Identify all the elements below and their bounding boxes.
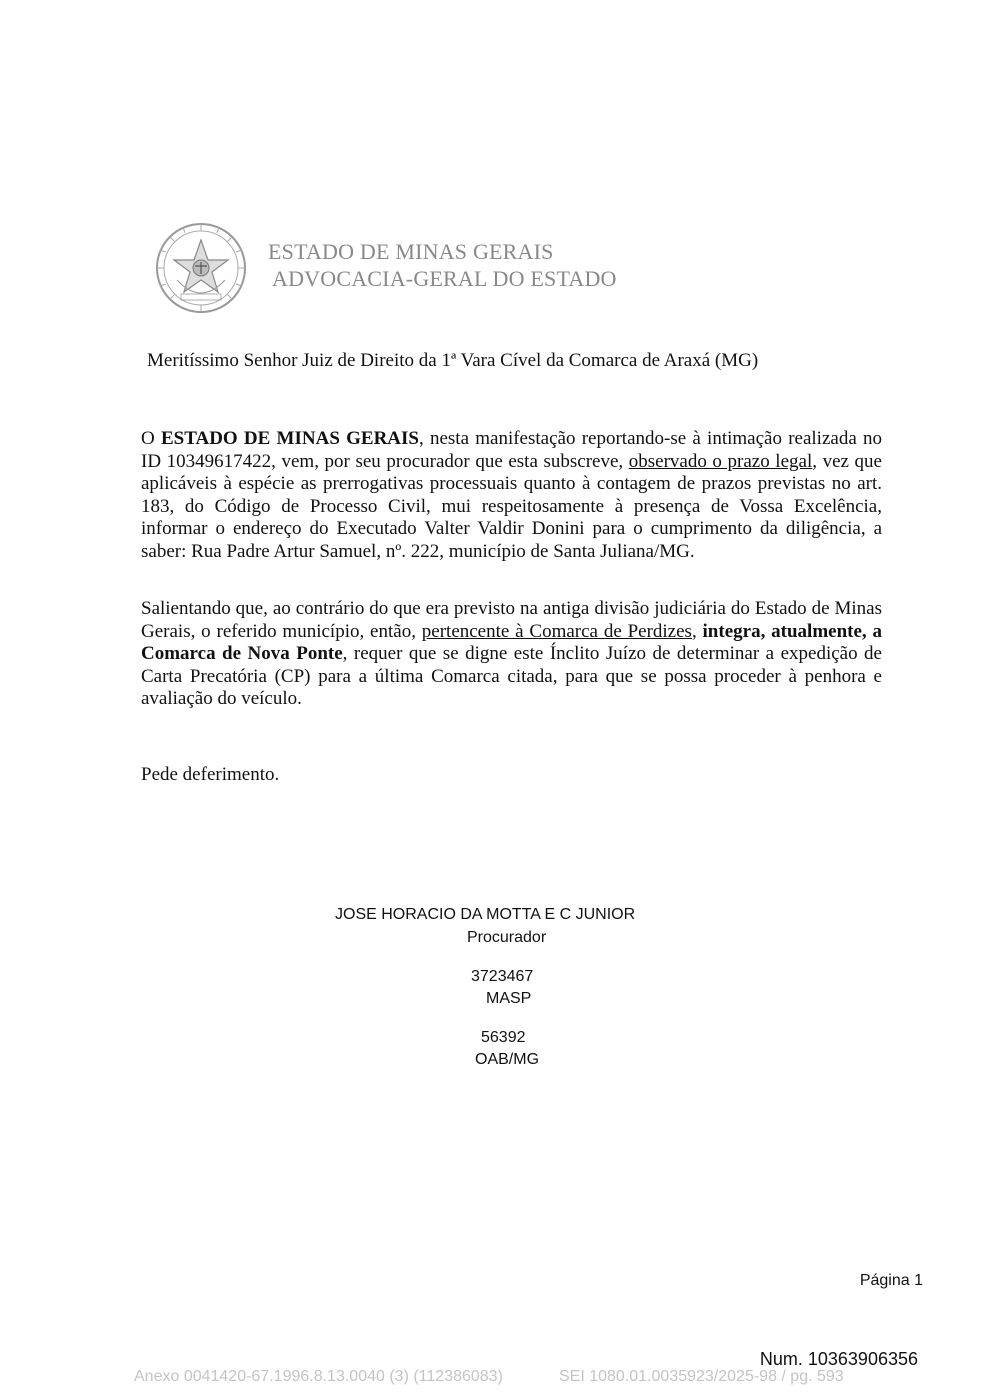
paragraph-2-text-c: , requer que se digne este Ínclito Juízo de determinar a expedição de Carta Precatória (CP) para a última Comarca citada, para que se possa proceder à penhora e avaliação do veículo. — [141, 643, 882, 709]
paragraph-2-text-b: , — [691, 620, 703, 642]
paragraph-1 — [141, 428, 882, 563]
signer-role: Procurador — [467, 929, 547, 946]
state-coat-of-arms-icon — [155, 222, 247, 314]
paragraph-2-underline: pertencente à Comarca de Perdizes — [421, 620, 692, 642]
paragraph-1-bold: ESTADO DE MINAS GERAIS — [160, 428, 419, 449]
document-number: Num. 10363906356 — [759, 1349, 918, 1369]
letterhead-line1: ESTADO DE MINAS GERAIS — [268, 239, 554, 264]
footer-sei-reference: SEI 1080.01.0035923/2025-98 / pg. 593 — [559, 1368, 844, 1385]
closing-text: Pede deferimento. — [141, 764, 280, 785]
addressee: Meritíssimo Senhor Juiz de Direito da 1ª Vara Cível da Comarca de Araxá (MG) — [147, 350, 759, 371]
paragraph-1-underline: observado o prazo legal — [628, 450, 813, 472]
masp-label: MASP — [486, 990, 532, 1007]
footer-annex-reference: Anexo 0041420-67.1996.8.13.0040 (3) (112386083) — [134, 1368, 503, 1385]
oab-label: OAB/MG — [475, 1051, 540, 1068]
page-number: Página 1 — [859, 1272, 923, 1289]
signer-name: JOSE HORACIO DA MOTTA E C JUNIOR — [335, 906, 636, 923]
paragraph-1-text-b: , nesta manifestação reportando-se à intimação realizada no ID 10349617422, vem, por seu procurador que esta subscreve, — [141, 428, 882, 472]
paragraph-2-text-a: Salientando que, ao contrário do que era previsto na antiga divisão judiciária do Estado de Minas Gerais, o referido município, então, — [141, 598, 882, 642]
oab-number: 56392 — [481, 1029, 526, 1046]
paragraph-2-bold: integra, atualmente, a Comarca de Nova Ponte — [141, 620, 882, 664]
paragraph-1-text-a: O — [141, 428, 161, 449]
letterhead — [268, 238, 617, 292]
paragraph-1-text-c: , vez que aplicáveis à espécie as prerrogativas processuais quanto à contagem de prazos previstas no art. 183, do Código de Processo Civil, mui respeitosamente à presença de Vossa Excelência, informar o endereço do Executado Valter Valdir Donini para o cumprimento da diligência, a saber: Rua Padre Artur Samuel, nº. 222, município de Santa Juliana/MG. — [141, 450, 882, 562]
paragraph-2 — [141, 598, 882, 711]
masp-number: 3723467 — [471, 968, 534, 985]
letterhead-line2: ADVOCACIA-GERAL DO ESTADO — [272, 266, 617, 291]
